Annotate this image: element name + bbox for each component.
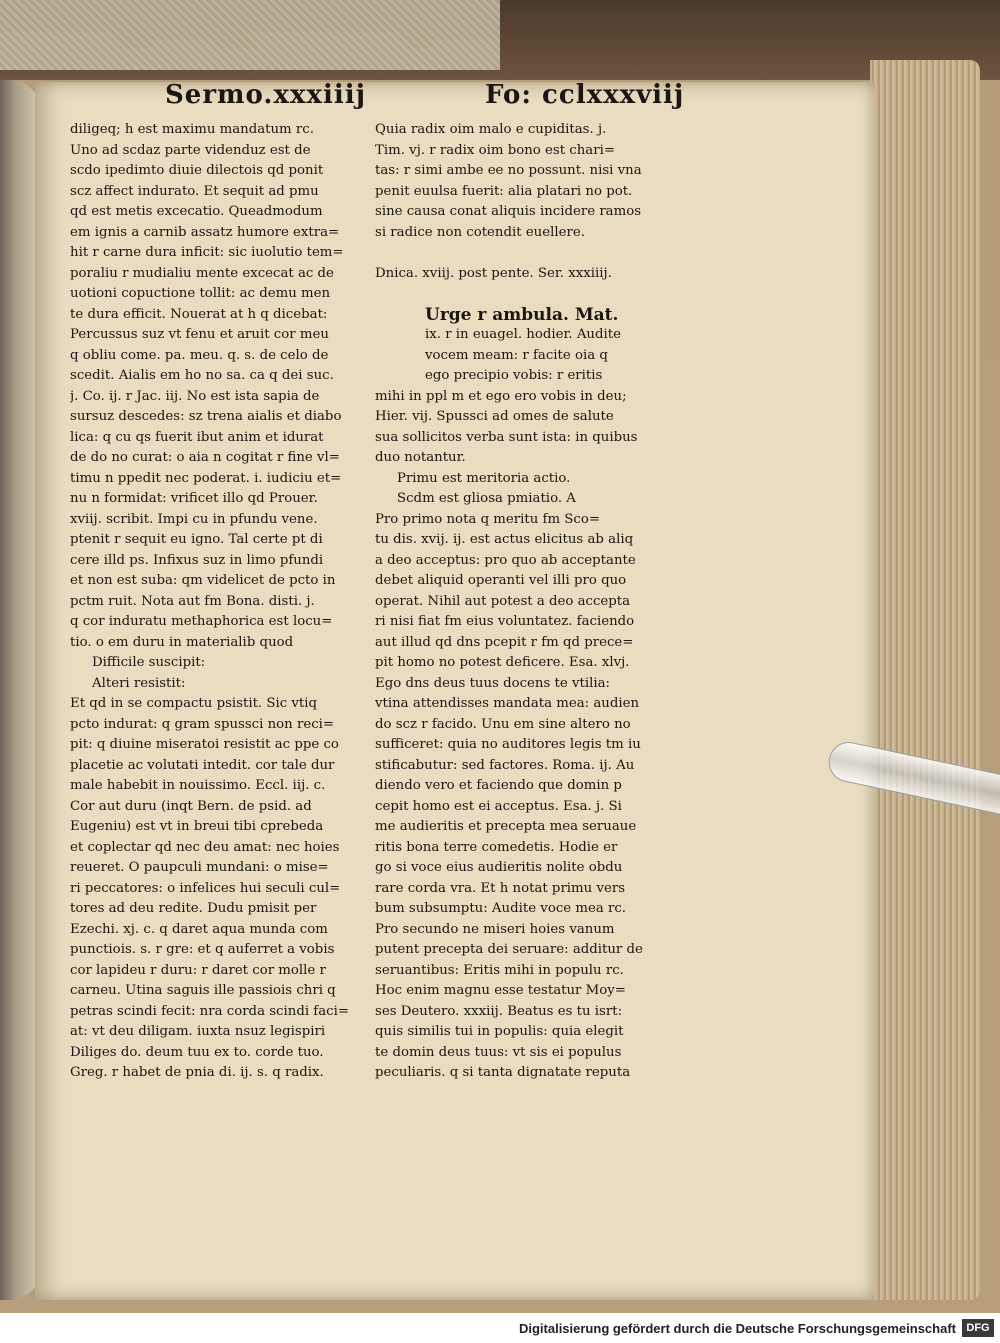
text-line: Et qd in se compactu psistit. Sic vtiq bbox=[70, 696, 318, 711]
text-line: diendo vero et faciendo que domin p bbox=[375, 778, 622, 793]
binding-cloth bbox=[0, 0, 500, 70]
text-line: stificabutur: sed factores. Roma. ij. Au bbox=[375, 757, 635, 773]
text-line: sua sollicitos verba sunt ista: in quibus bbox=[375, 429, 638, 445]
text-line: ptenit r sequit eu igno. Tal certe pt di bbox=[70, 532, 323, 547]
text-line: Pro secundo ne miseri hoies vanum bbox=[375, 921, 615, 937]
text-line: Cor aut duru (inqt Bern. de psid. ad bbox=[70, 798, 312, 814]
text-line: qd est metis excecatio. Queadmodum bbox=[70, 204, 323, 219]
fore-edge bbox=[870, 60, 980, 1300]
text-line: cepit homo est ei acceptus. Esa. j. Si bbox=[375, 798, 622, 814]
text-line bbox=[375, 243, 685, 264]
text-line: peculiaris. q si tanta dignatate reputa bbox=[375, 1065, 631, 1080]
text-line: Dnica. xviij. post pente. Ser. xxxiiij. bbox=[375, 265, 612, 281]
text-line: sine causa conat aliquis incidere ramos bbox=[375, 204, 642, 219]
text-line: ses Deutero. xxxiij. Beatus es tu isrt: bbox=[375, 1003, 623, 1019]
text-line: Hoc enim magnu esse testatur Moy= bbox=[375, 983, 626, 998]
text-line: tores ad deu redite. Dudu pmisit per bbox=[70, 901, 317, 916]
folio-number: Fo: cclxxxviij bbox=[485, 80, 685, 110]
dfg-logo: DFG bbox=[962, 1319, 994, 1337]
text-line: q obliu come. pa. meu. q. s. de celo de bbox=[70, 347, 329, 363]
text-line: Tim. vj. r radix oim bono est chari= bbox=[375, 142, 615, 158]
text-line: et non est suba: qm videlicet de pcto in bbox=[70, 573, 336, 588]
text-line: et coplectar qd nec deu amat: nec hoies bbox=[70, 839, 340, 855]
text-line: Primu est meritoria actio. bbox=[397, 470, 571, 486]
text-line: ego precipio vobis: r eritis bbox=[425, 368, 603, 383]
text-line: nu n formidat: vrificet illo qd Prouer. bbox=[70, 491, 318, 506]
text-line: a deo acceptus: pro quo ab acceptante bbox=[375, 552, 636, 568]
text-line: do scz r facido. Unu em sine altero no bbox=[375, 716, 631, 732]
text-line: go si voce eius audieritis nolite obdu bbox=[375, 860, 623, 875]
text-line: si radice non cotendit euellere. bbox=[375, 224, 585, 240]
text-line: Hier. vij. Spussci ad omes de salute bbox=[375, 409, 614, 424]
text-line: seruantibus: Eritis mihi in populu rc. bbox=[375, 962, 624, 978]
text-line: uotioni copuctione tollit: ac demu men bbox=[70, 286, 331, 301]
text-line: ix. r in euagel. hodier. Audite bbox=[425, 327, 621, 342]
text-line: cor lapideu r duru: r daret cor molle r bbox=[70, 962, 326, 978]
text-line: pit: q diuine miseratoi resistit ac ppe co bbox=[70, 737, 339, 752]
text-line: hit r carne dura inficit: sic iuolutio tem= bbox=[70, 245, 344, 260]
text-line: Pro primo nota q meritu fm Sco= bbox=[375, 511, 600, 527]
text-line: Urge r ambula. Mat. bbox=[425, 304, 619, 325]
left-text-column bbox=[70, 120, 370, 1084]
text-line: Diliges do. deum tuu ex to. corde tuo. bbox=[70, 1044, 324, 1060]
text-line: Scdm est gliosa pmiatio. A bbox=[397, 491, 576, 506]
text-line: lica: q cu qs fuerit ibut anim et idurat bbox=[70, 429, 324, 445]
text-line: te dura efficit. Nouerat at h q dicebat: bbox=[70, 306, 328, 322]
text-line: Uno ad scdaz parte videnduz est de bbox=[70, 142, 311, 158]
text-line: pit homo no potest deficere. Esa. xlvj. bbox=[375, 655, 630, 670]
text-line: Percussus suz vt fenu et aruit cor meu bbox=[70, 327, 329, 342]
text-line: debet aliquid operanti vel illi pro quo bbox=[375, 573, 627, 588]
text-line: cere illd ps. Infixus suz in limo pfundi bbox=[70, 552, 324, 568]
text-line: Quia radix oim malo e cupiditas. j. bbox=[375, 122, 607, 137]
text-line: vocem meam: r facite oia q bbox=[425, 347, 608, 363]
text-line: duo notantur. bbox=[375, 450, 466, 465]
text-line: tas: r simi ambe ee no possunt. nisi vna bbox=[375, 163, 642, 178]
text-line: sufficeret: quia no auditores legis tm iu bbox=[375, 737, 641, 752]
text-line: te domin deus tuus: vt sis ei populus bbox=[375, 1044, 622, 1060]
text-line: putent precepta dei seruare: additur de bbox=[375, 942, 643, 957]
text-line: scdo ipedimto diuie dilectois qd ponit bbox=[70, 163, 324, 178]
text-line: carneu. Utina saguis ille passiois chri q bbox=[70, 983, 336, 998]
text-line: q cor induratu methaphorica est locu= bbox=[70, 614, 333, 629]
footer-bar bbox=[0, 1313, 1000, 1343]
text-line: poraliu r mudialiu mente excecat ac de bbox=[70, 265, 334, 281]
text-line: Ego dns deus tuus docens te vtilia: bbox=[375, 675, 611, 691]
text-line: sursuz descedes: sz trena aialis et diabo bbox=[70, 409, 342, 424]
text-line: timu n ppedit nec poderat. i. iudiciu et= bbox=[70, 470, 342, 486]
funding-credit: Digitalisierung gefördert durch die Deutsche Forschungsgemeinschaft bbox=[518, 1321, 956, 1336]
text-line: Ezechi. xj. c. q daret aqua munda com bbox=[70, 921, 328, 937]
text-line: bum subsumptu: Audite voce mea rc. bbox=[375, 901, 627, 916]
text-line: mihi in ppl m et ego ero vobis in deu; bbox=[375, 388, 627, 404]
text-line: penit euulsa fuerit: alia platari no pot. bbox=[375, 183, 633, 199]
text-line: de do no curat: o aia n cogitat r fine vl= bbox=[70, 450, 340, 465]
text-line: vtina attendisses mandata mea: audien bbox=[375, 696, 640, 711]
running-header-left: Sermo.xxxiiij bbox=[165, 80, 367, 110]
text-line: punctiois. s. r gre: et q auferret a vobis bbox=[70, 942, 335, 957]
text-line: at: vt deu diligam. iuxta nsuz legispiri bbox=[70, 1024, 326, 1039]
text-line: tio. o em duru in materialib quod bbox=[70, 634, 294, 650]
text-line: em ignis a carnib assatz humore extra= bbox=[70, 224, 340, 240]
text-line: me audieritis et precepta mea seruaue bbox=[375, 819, 637, 834]
text-line: ritis bona terre comedetis. Hodie er bbox=[375, 839, 618, 855]
text-line: quis similis tui in populis: quia elegit bbox=[375, 1024, 624, 1039]
text-line: petras scindi fecit: nra corda scindi faci= bbox=[70, 1003, 349, 1019]
text-line: scz affect indurato. Et sequit ad pmu bbox=[70, 183, 319, 199]
text-line: reueret. O paupculi mundani: o mise= bbox=[70, 860, 329, 875]
text-line: rare corda vra. Et h notat primu vers bbox=[375, 880, 626, 896]
text-line: ri peccatores: o infelices hui seculi cul= bbox=[70, 880, 341, 896]
text-line: diligeq; h est maximu mandatum rc. bbox=[70, 122, 314, 137]
text-line: scedit. Aialis em ho no sa. ca q dei suc. bbox=[70, 368, 334, 383]
text-line: xviij. scribit. Impi cu in pfundu vene. bbox=[70, 511, 318, 527]
text-line: male habebit in nouissimo. Eccl. iij. c. bbox=[70, 778, 326, 793]
text-line: pcto indurat: q gram spussci non reci= bbox=[70, 716, 335, 732]
text-line: Greg. r habet de pnia di. ij. s. q radix. bbox=[70, 1065, 324, 1080]
text-line: aut illud qd dns pcepit r fm qd prece= bbox=[375, 634, 634, 650]
text-line: operat. Nihil aut potest a deo accepta bbox=[375, 593, 631, 609]
text-line bbox=[375, 284, 685, 305]
left-page-edge bbox=[0, 80, 40, 1300]
text-line: ri nisi fiat fm eius voluntatez. faciendo bbox=[375, 614, 635, 629]
text-line: Eugeniu) est vt in breui tibi cprebeda bbox=[70, 819, 324, 834]
text-line: Alteri resistit: bbox=[92, 675, 186, 691]
right-text-column bbox=[375, 120, 685, 1084]
text-line: tu dis. xvij. ij. est actus elicitus ab aliq bbox=[375, 532, 634, 547]
text-line: pctm ruit. Nota aut fm Bona. disti. j. bbox=[70, 593, 315, 609]
text-line: j. Co. ij. r Jac. iij. No est ista sapia de bbox=[70, 388, 320, 404]
text-line: Difficile suscipit: bbox=[92, 655, 206, 670]
text-line: placetie ac volutati intedit. cor tale dur bbox=[70, 757, 335, 773]
